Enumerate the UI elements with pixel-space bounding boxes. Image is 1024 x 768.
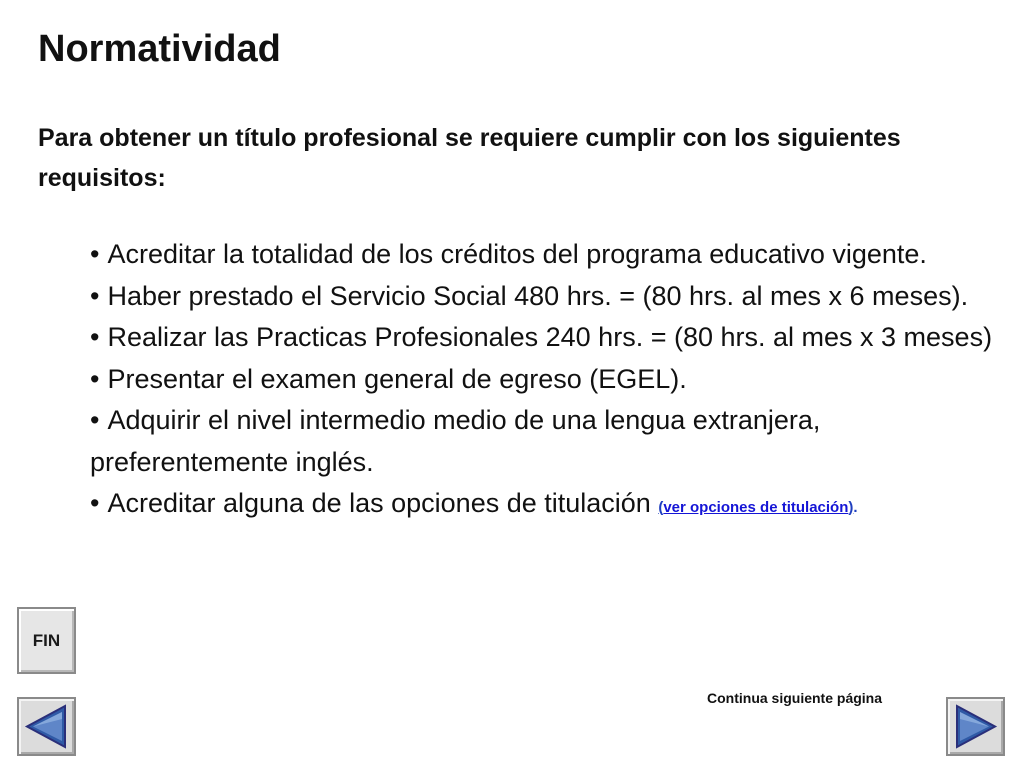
requirement-text: Acreditar la totalidad de los créditos del programa educativo vigente.: [107, 239, 927, 269]
next-page-button[interactable]: [946, 697, 1005, 756]
previous-page-button[interactable]: [17, 697, 76, 756]
link-close-paren: ): [848, 499, 854, 516]
triangle-left-icon: [19, 699, 74, 754]
requirement-item: [90, 400, 1000, 483]
slide-title: Normatividad: [38, 28, 281, 70]
bullet: •: [90, 363, 100, 394]
bullet: •: [90, 405, 100, 435]
requirement-item: [90, 276, 1000, 318]
requirement-item: [90, 234, 1000, 276]
fin-button-label: FIN: [32, 630, 61, 650]
requirement-text: Realizar las Practicas Profesionales 240 hrs. = (80 hrs. al mes x 3 meses): [107, 322, 993, 352]
requirement-text: Haber prestado el Servicio Social 480 hrs. = (80 hrs. al mes x 6 meses).: [107, 280, 969, 311]
bullet: •: [90, 488, 100, 518]
bullet: •: [90, 280, 100, 311]
requirements-list: [90, 234, 1000, 529]
continue-next-page-note: Continua siguiente página: [707, 690, 883, 706]
requirement-text: Acreditar alguna de las opciones de titulación: [107, 488, 651, 518]
requirement-item: [90, 317, 1000, 359]
triangle-right-icon: [948, 699, 1003, 754]
requirement-text: Adquirir el nivel intermedio medio de una lengua extranjera, preferentemente inglés.: [90, 405, 821, 477]
fin-button[interactable]: [17, 607, 76, 674]
link-trailing-period: .: [853, 499, 858, 516]
intro-text: Para obtener un título profesional se requiere cumplir con los siguientes requisitos:: [38, 124, 901, 192]
titulacion-link-group: [658, 499, 857, 516]
bullet: •: [90, 322, 100, 352]
link-open-paren: (: [658, 499, 664, 516]
requirement-item: [90, 359, 1000, 401]
ver-opciones-titulacion-link[interactable]: ver opciones de titulación: [663, 499, 849, 516]
bullet: •: [90, 239, 100, 269]
requirement-item: [90, 483, 1000, 529]
requirement-text: Presentar el examen general de egreso (EGEL).: [107, 363, 687, 394]
